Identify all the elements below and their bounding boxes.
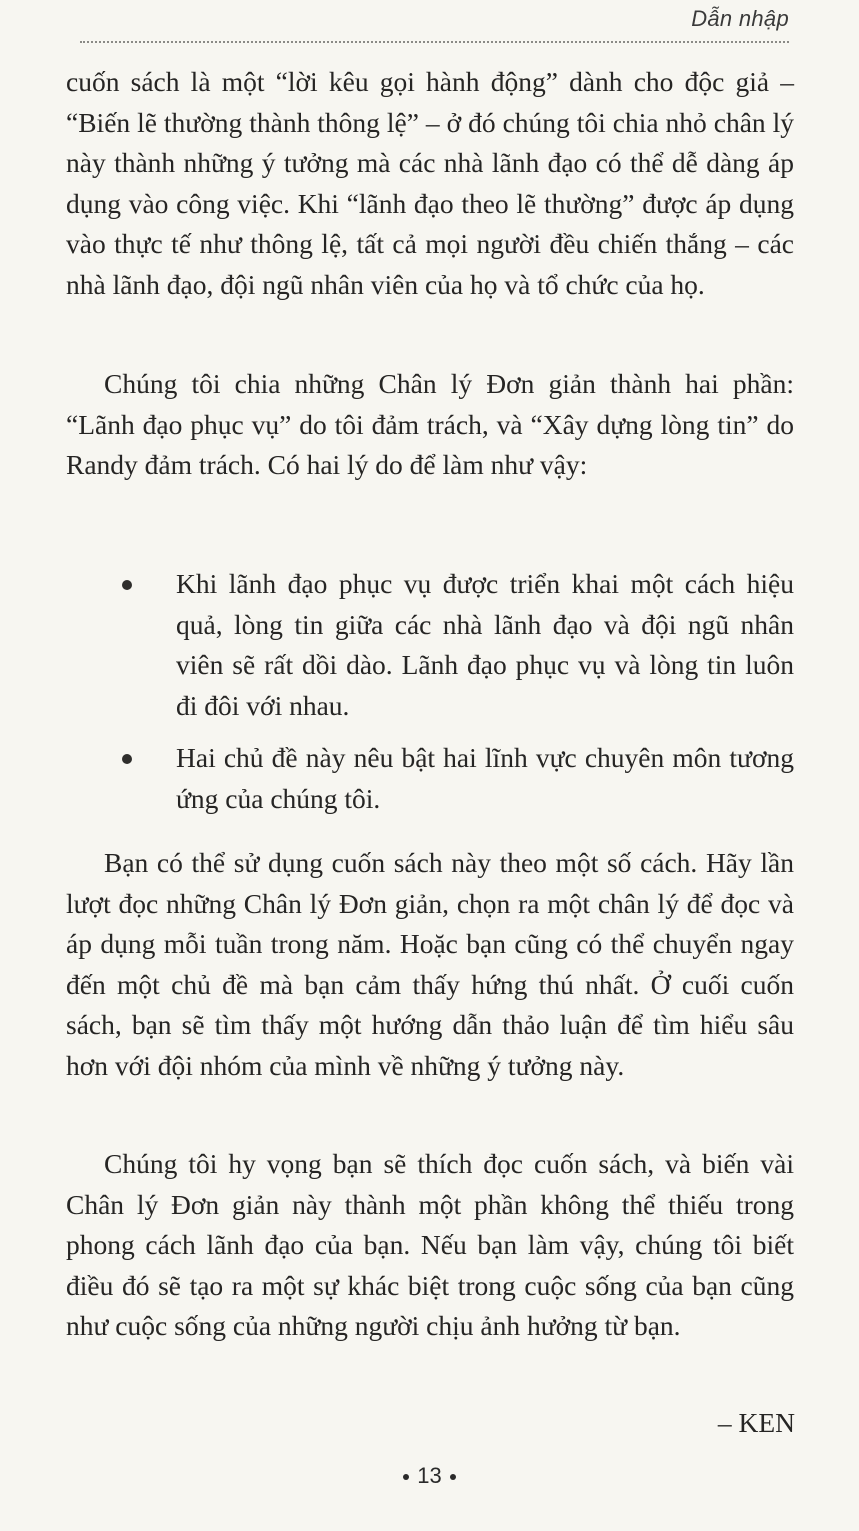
paragraph-continued [66, 62, 794, 305]
paragraph-3: Bạn có thể sử dụng cuốn sách này theo một số cách. Hãy lần lượt đọc những Chân lý Đơn giản, chọn ra một chân lý để đọc và áp dụng mỗi tuần trong năm. Hoặc bạn cũng có thể chuyển ngay đến một chủ đề mà bạn cảm thấy hứng thú nhất. Ở cuối cuốn sách, bạn sẽ tìm thấy một hướng dẫn thảo luận để tìm hiểu sâu hơn với đội nhóm của mình về những ý tưởng này. [66, 847, 794, 1081]
bullet-item-1 [66, 564, 794, 726]
paragraph-block-3 [66, 843, 794, 1086]
bullet-dot-icon [450, 1474, 456, 1480]
chapter-title: Dẫn nhập [691, 6, 789, 31]
bullet-dot-icon [403, 1474, 409, 1480]
page-footer [0, 1463, 859, 1489]
paragraph-block-4 [66, 1144, 794, 1347]
paragraph-1: cuốn sách là một “lời kêu gọi hành động” dành cho độc giả – “Biến lẽ thường thành thông lệ” – ở đó chúng tôi chia nhỏ chân lý này thành những ý tưởng mà các nhà lãnh đạo có thể dễ dàng áp dụng vào công việc. Khi “lãnh đạo theo lẽ thường” được áp dụng vào thực tế như thông lệ, tất cả mọi người đều chiến thắng – các nhà lãnh đạo, đội ngũ nhân viên của họ và tổ chức của họ. [66, 66, 794, 300]
bullet-dot-icon [122, 580, 132, 590]
bullet-list [66, 564, 794, 819]
header-divider [80, 41, 789, 43]
page-number: 13 [417, 1463, 442, 1488]
author-signature: – KEN [717, 1407, 795, 1438]
paragraph-4: Chúng tôi hy vọng bạn sẽ thích đọc cuốn sách, và biến vài Chân lý Đơn giản này thành một phần không thể thiếu trong phong cách lãnh đạo của bạn. Nếu bạn làm vậy, chúng tôi biết điều đó sẽ tạo ra một sự khác biệt trong cuộc sống của bạn cũng như cuộc sống của những người chịu ảnh hưởng từ bạn. [66, 1148, 794, 1341]
paragraph-block-2 [66, 364, 794, 486]
paragraph-2: Chúng tôi chia những Chân lý Đơn giản thành hai phần: “Lãnh đạo phục vụ” do tôi đảm trách, và “Xây dựng lòng tin” do Randy đảm trách. Có hai lý do để làm như vậy: [66, 368, 794, 480]
bullet-item-2 [66, 738, 794, 819]
bullet-text-1: Khi lãnh đạo phục vụ được triển khai một cách hiệu quả, lòng tin giữa các nhà lãnh đạo và đội ngũ nhân viên sẽ rất dồi dào. Lãnh đạo phục vụ và lòng tin luôn đi đôi với nhau. [176, 568, 794, 721]
bullet-dot-icon [122, 754, 132, 764]
bullet-text-2: Hai chủ đề này nêu bật hai lĩnh vực chuyên môn tương ứng của chúng tôi. [176, 742, 794, 814]
